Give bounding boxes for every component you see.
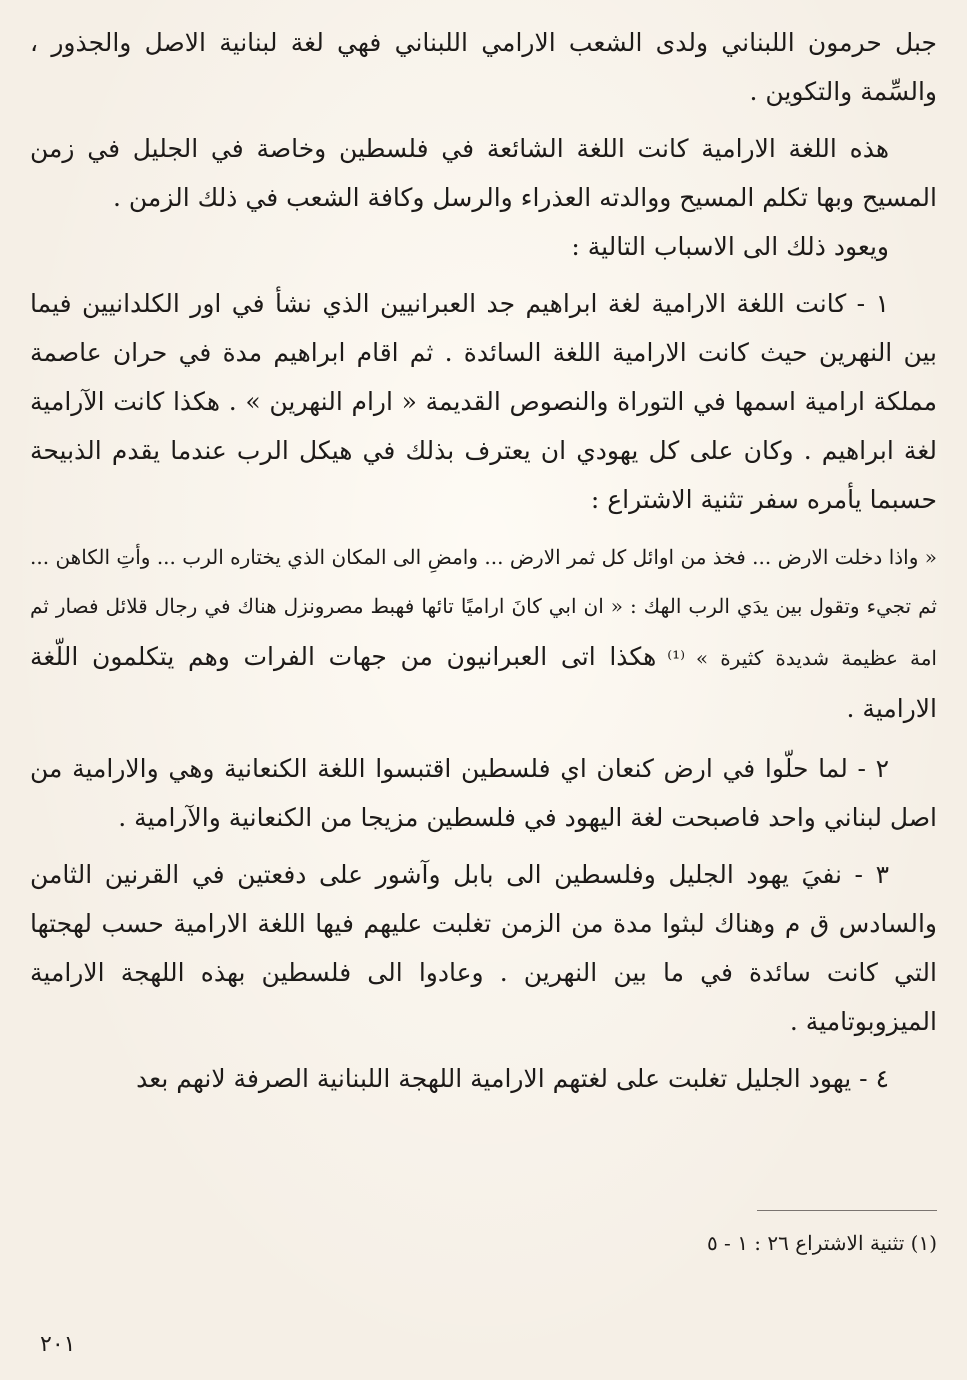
paragraph-continuation: جبل حرمون اللبناني ولدى الشعب الارامي اللبناني فهي لغة لبنانية الاصل والجذور ، والسِّمة والتكوين .: [30, 28, 937, 106]
paragraph-reasons-intro: ويعود ذلك الى الاسباب التالية :: [571, 232, 889, 261]
paragraph-reason-4: ٤ - يهود الجليل تغلبت على لغتهم الارامية اللهجة اللبنانية الصرفة لانهم بعد: [136, 1064, 889, 1093]
quote-tail-text: هكذا اتى العبرانيون من جهات الفرات وهم يتكلمون اللّغة الارامية .: [30, 642, 937, 723]
footnote-marker: ⁽¹⁾: [667, 646, 686, 670]
quote-block: [30, 534, 937, 736]
page-number: ٢٠١: [40, 1332, 76, 1357]
paragraph-aramaic-language: هذه اللغة الارامية كانت اللغة الشائعة في فلسطين وخاصة في الجليل في زمن المسيح وبها تكلم المسيح ووالدته العذراء والرسل وكافة الشعب في ذلك الزمن .: [30, 134, 937, 212]
footnote: (١) تثنية الاشتراع ٢٦ : ١ - ٥: [706, 1231, 937, 1255]
paragraph-reason-2: ٢ - لما حلّوا في ارض كنعان اي فلسطين اقتبسوا اللغة الكنعانية وهي والارامية من اصل لبناني واحد فاصبحت لغة اليهود في فلسطين مزيجا من الكنعانية والآرامية .: [30, 754, 937, 832]
paragraph-reason-3: ٣ - نفيَ يهود الجليل وفلسطين الى بابل وآشور على دفعتين في القرنين الثامن والسادس ق م وهناك لبثوا مدة من الزمن تغلبت عليهم فيها اللغة الارامية حسب لهجتها التي كانت سائدة في ما بين النهرين . وعادوا الى فلسطين بهذه اللهجة الارامية الميزوبوتامية .: [30, 860, 937, 1036]
paragraph-reason-1: ١ - كانت اللغة الارامية لغة ابراهيم جد العبرانيين الذي نشأ في اور الكلدانيين فيما بين النهرين حيث كانت الارامية اللغة السائدة . ثم اقام ابراهيم مدة في حران عاصمة مملكة ارامية اسمها في التوراة والنصوص القديمة « ارام النهرين » . هكذا كانت الآرامية لغة ابراهيم . وكان على كل يهودي ان يعترف بذلك في هيكل الرب عندما يقدم الذبيحة حسبما يأمره سفر تثنية الاشتراع :: [30, 289, 937, 514]
quote-text: « واذا دخلت الارض ... فخذ من اوائل كل ثمر الارض ... وامضِ الى المكان الذي يختاره الرب ... وأتِ الكاهن ... ثم تجيء وتقول بين يدَي الرب الهك : « ان ابي كانَ اراميًا تائها فهبط مصرونزل هناك في رجال قلائل فصار ثم امة عظيمة شديدة كثيرة »: [30, 545, 937, 670]
footnote-divider: [757, 1210, 937, 1211]
